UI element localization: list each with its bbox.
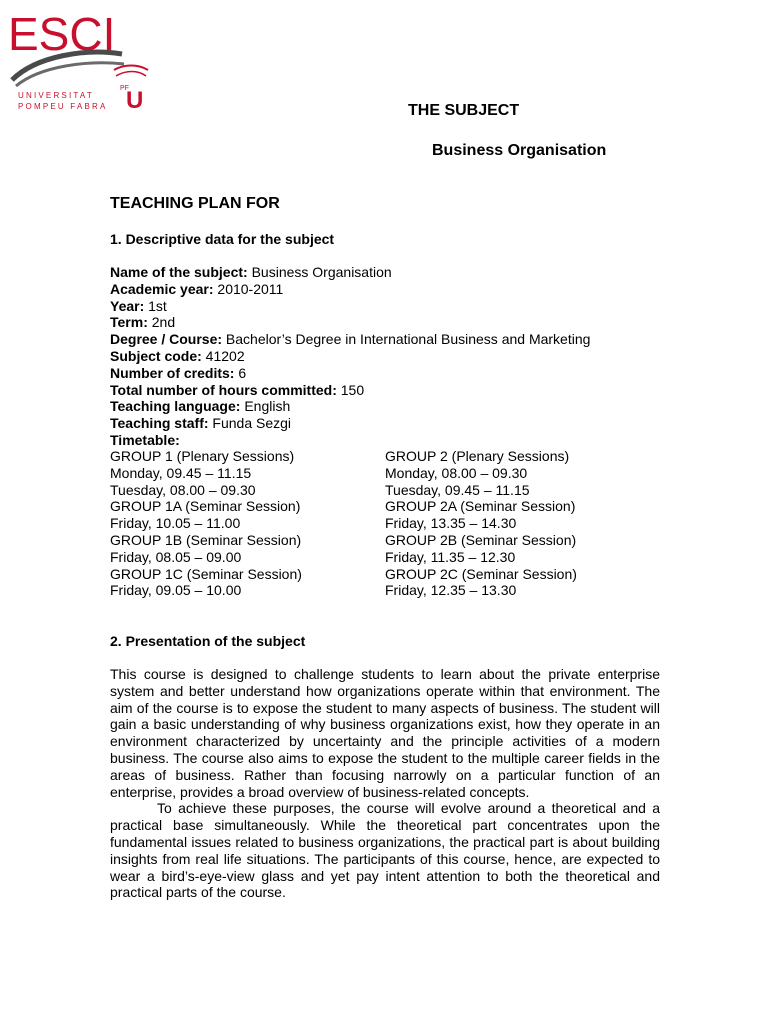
field-degree: Degree / Course: Bachelor’s Degree in International Business and Marketing [110,331,591,348]
field-timetable: Timetable: [110,431,180,448]
timetable-row: Monday, 09.45 – 11.15 Monday, 08.00 – 09.30 [110,464,528,481]
logo-university-line2: POMPEU FABRA [18,102,108,111]
logo-university-line1: UNIVERSITAT [18,91,94,100]
field-academic-year: Academic year: 2010-2011 [110,280,284,297]
badge-letter: U [126,87,144,114]
field-year: Year: 1st [110,297,167,314]
badge-small-text: PF [120,85,129,92]
timetable-row: GROUP 1 (Plenary Sessions) GROUP 2 (Plenary Sessions) [110,448,570,464]
field-credits: Number of credits: 6 [110,364,247,381]
paragraph: This course is designed to challenge students to learn about the private enterprise system and better understand how organizations operate within that environment. The aim of the course is to expose the student to many aspects of business. The student will gain a basic understanding of why business organizations exist, how they operate in an environment characterized by uncertainty and the principle activities of a modern business. The course also aims to expose the student to the multiple career fields in the areas of business. Rather than focusing narrowly on a particular function of an enterprise, provides a broad overview of business-related concepts. [110,666,660,800]
timetable-row: Friday, 09.05 – 10.00 Friday, 12.35 – 13.30 [110,582,517,599]
subject-name: Business Organisation [432,142,607,159]
esci-upf-logo [6,6,156,116]
field-subject-name: Name of the subject: Business Organisation [110,264,392,280]
timetable-row: Friday, 10.05 – 11.00 Friday, 13.35 – 14.30 [110,515,517,532]
subject-heading: THE SUBJECT [408,102,520,119]
section1-heading: 1. Descriptive data for the subject [110,231,335,247]
field-term: Term: 2nd [110,314,176,331]
timetable-row: Friday, 08.05 – 09.00 Friday, 11.35 – 12.30 [110,548,516,565]
section2-heading: 2. Presentation of the subject [110,633,306,649]
timetable-row: GROUP 1B (Seminar Session) GROUP 2B (Seminar Session) [110,531,577,548]
presentation-text [110,666,660,901]
field-staff: Teaching staff: Funda Sezgi [110,415,292,432]
paragraph: To achieve these purposes, the course will evolve around a theoretical and a practical base simultaneously. While the theoretical part concentrates upon the fundamental issues related to business organizations, the practical part is about building insights from real life situations. The participants of this course, hence, are expected to wear a bird’s-eye-view glass and yet pay intent attention to both the theoretical and practical parts of the course. [110,800,660,901]
timetable-row: GROUP 1C (Seminar Session) GROUP 2C (Seminar Session) [110,565,577,582]
plan-title: TEACHING PLAN FOR [110,195,280,212]
field-language: Teaching language: English [110,398,291,415]
upf-badge [114,66,148,115]
logo-letters: ESCI [8,8,116,60]
timetable [110,448,577,599]
descriptive-data [110,264,590,449]
field-subject-code: Subject code: 41202 [110,347,245,364]
field-hours: Total number of hours committed: 150 [110,381,365,398]
timetable-row: Tuesday, 08.00 – 09.30 Tuesday, 09.45 – 11.15 [110,481,530,498]
timetable-row: GROUP 1A (Seminar Session) GROUP 2A (Seminar Session) [110,498,576,515]
